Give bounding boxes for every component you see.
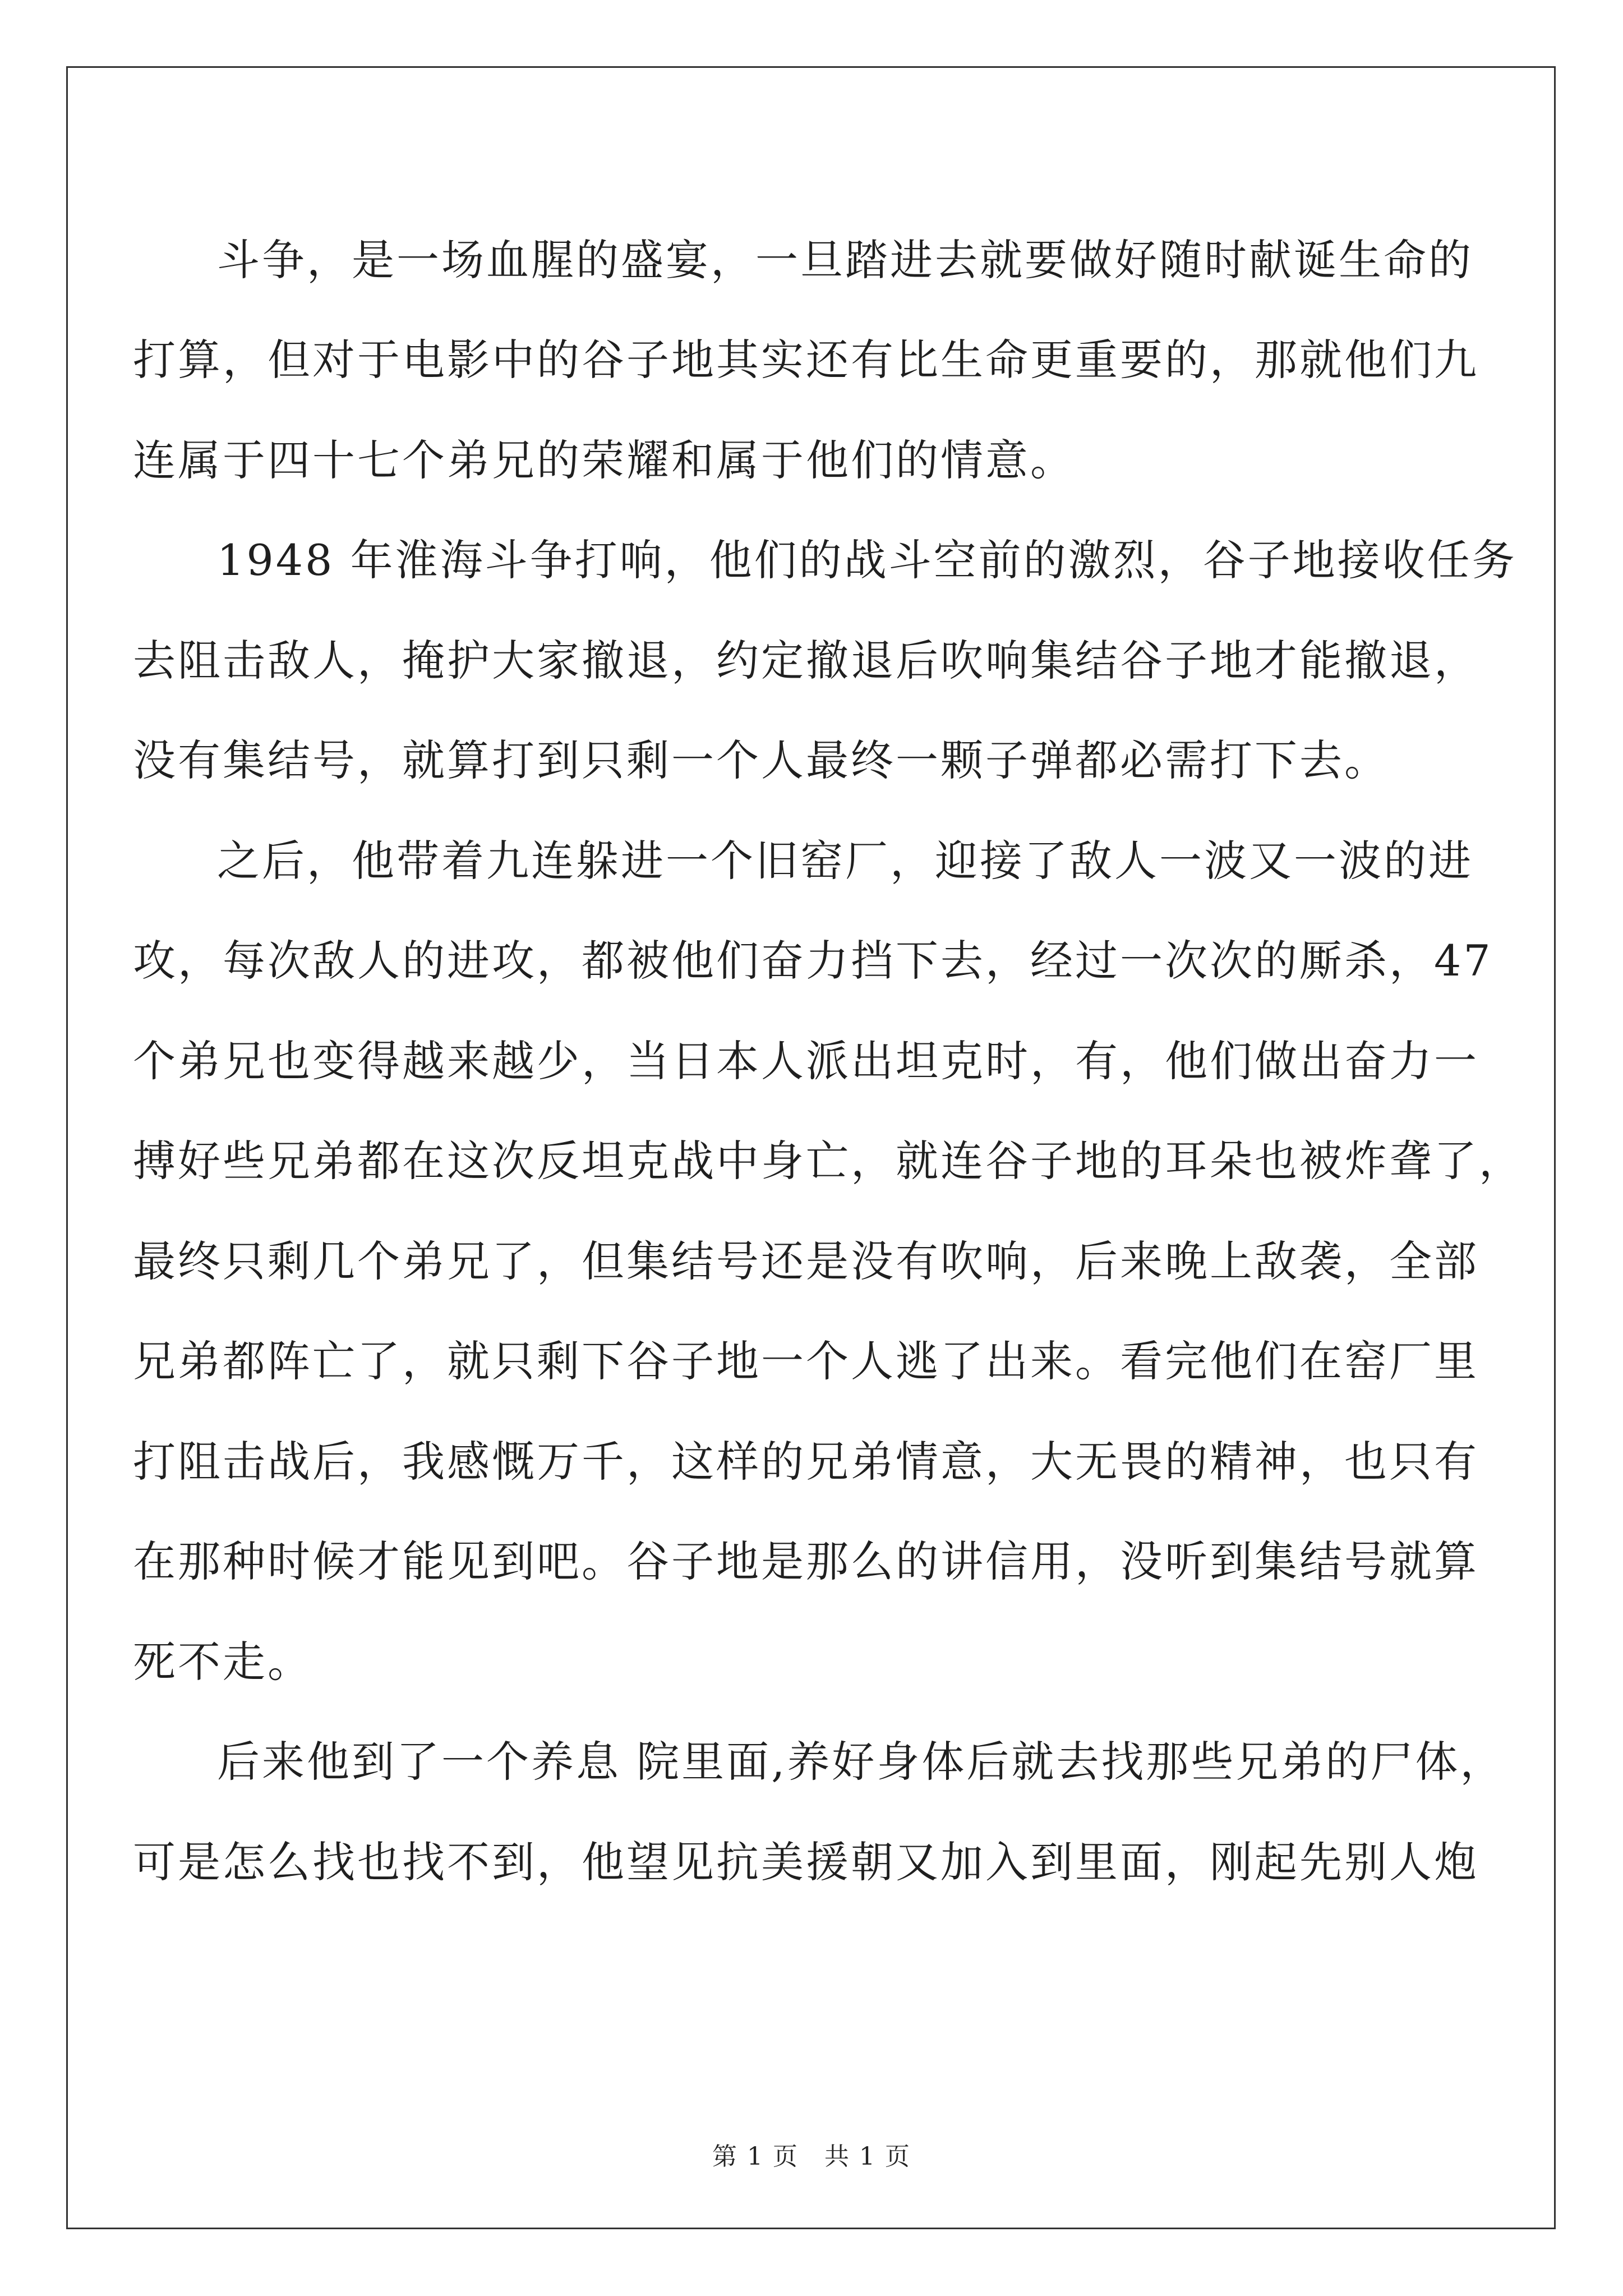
paragraph-3-line-6: 兄弟都阵亡了，就只剩下谷子地一个人逃了出来。看完他们在窑厂里 [133,1336,1479,1386]
paragraph-4-line-1: 后来他到了一个养息 院里面,养好身体后就去找那些兄弟的尸体， [217,1737,1505,1787]
paragraph-3-line-2: 攻，每次敌人的进攻，都被他们奋力挡下去，经过一次次的厮杀，47 [133,936,1493,986]
paragraph-2-line-2: 去阻击敌人，掩护大家撤退，约定撤退后吹响集结谷子地才能撤退， [133,636,1479,685]
paragraph-1-line-3: 连属于四十七个弟兄的荣耀和属于他们的情意。 [133,435,1075,485]
paragraph-3-line-1: 之后，他带着九连躲进一个旧窑厂，迎接了敌人一波又一波的进 [217,836,1473,886]
paragraph-1-line-1: 斗争，是一场血腥的盛宴，一旦踏进去就要做好随时献诞生命的 [217,235,1473,285]
paragraph-3-line-5: 最终只剩几个弟兄了，但集结号还是没有吹响，后来晚上敌袭，全部 [133,1236,1479,1286]
paragraph-3-line-9: 死不走。 [133,1637,312,1687]
paragraph-3-line-3: 个弟兄也变得越来越少，当日本人派出坦克时，有，他们做出奋力一 [133,1036,1479,1086]
paragraph-2-line-3: 没有集结号，就算打到只剩一个人最终一颗子弹都必需打下去。 [133,735,1389,785]
paragraph-3-line-7: 打阻击战后，我感慨万千，这样的兄弟情意，大无畏的精神，也只有 [133,1437,1479,1487]
page-number-footer: 第 1 页 共 1 页 [712,2142,911,2171]
paragraph-1-line-2: 打算，但对于电影中的谷子地其实还有比生命更重要的，那就他们九 [133,335,1479,385]
paragraph-3-line-8: 在那种时候才能见到吧。谷子地是那么的讲信用，没听到集结号就算 [133,1536,1479,1586]
paragraph-4-line-2: 可是怎么找也找不到，他望见抗美援朝又加入到里面，刚起先别人炮 [133,1837,1479,1887]
paragraph-3-line-4: 搏好些兄弟都在这次反坦克战中身亡，就连谷子地的耳朵也被炸聋了， [133,1136,1524,1186]
paragraph-2-line-1: 1948 年淮海斗争打响，他们的战斗空前的激烈，谷子地接收任务 [217,535,1517,585]
